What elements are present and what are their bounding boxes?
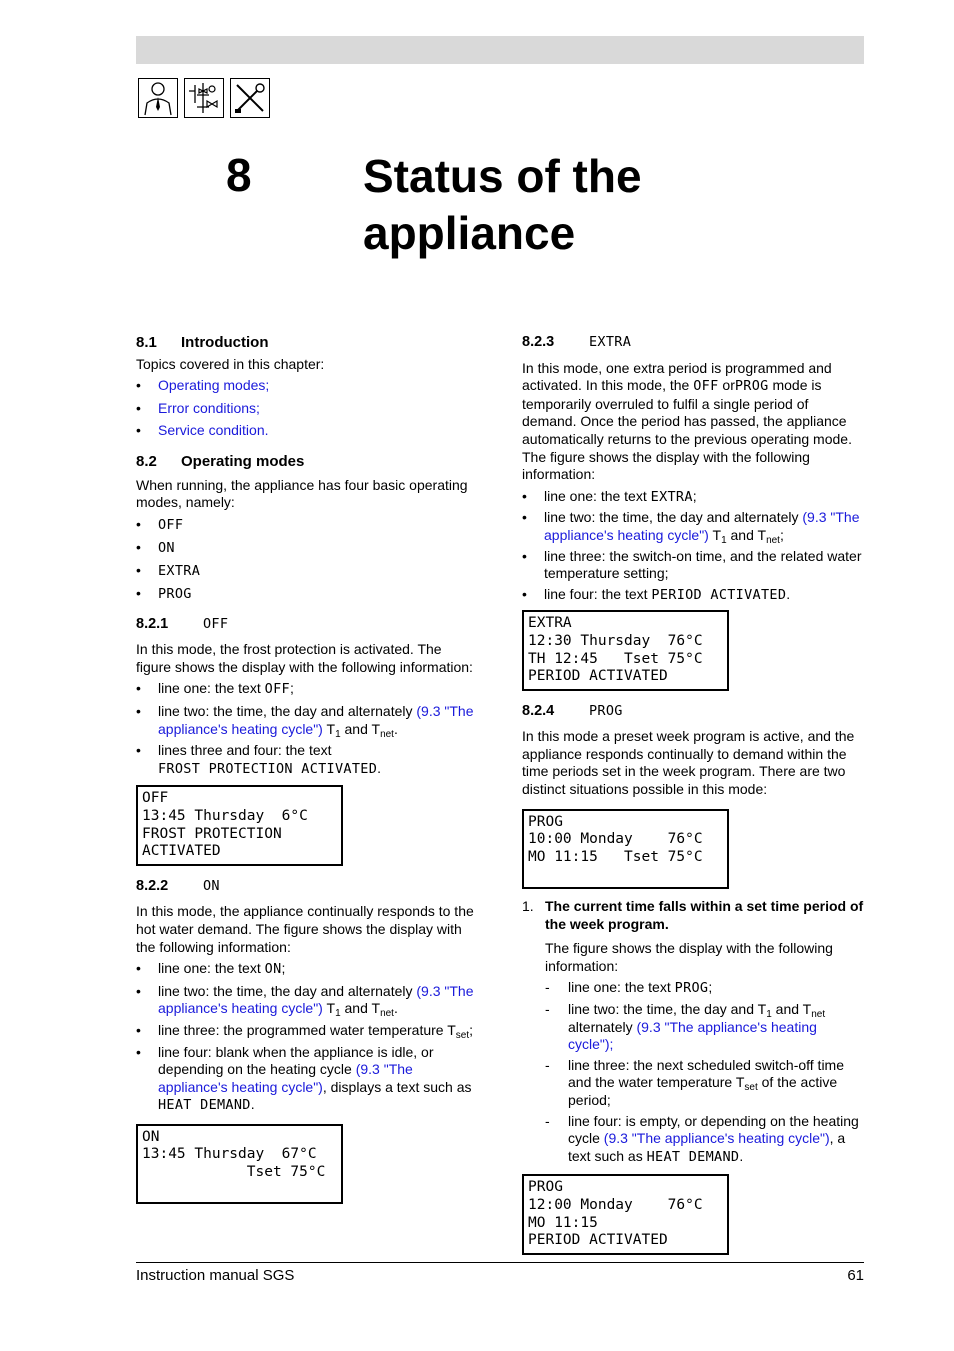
lcd-display-off: OFF 13:45 Thursday 6°C FROST PROTECTION ACTIVATED xyxy=(136,785,343,865)
list-item: • line four: blank when the appliance is idle, or depending on the heating cycle (9.3 "The appliance's heating cycle"), displays a text such as HEAT DEMAND. xyxy=(136,1044,478,1115)
list-item[interactable]: • Service condition. xyxy=(136,422,478,440)
cross-ref-link[interactable]: (9.3 "The appliance's heating cycle") xyxy=(158,982,474,1017)
subsection-intro: In this mode a preset week program is active, and the appliance responds continually to demand within the time periods set in the week program. There are two distinct situations possible in this mode: xyxy=(522,728,855,798)
info-list xyxy=(136,960,478,1115)
subsection-heading: 8.2.4 PROG xyxy=(522,702,623,719)
list-item: • OFF xyxy=(136,516,478,535)
list-item: • line four: the text PERIOD ACTIVATED. xyxy=(522,586,864,605)
info-list xyxy=(136,680,478,778)
lcd-display-extra: EXTRA 12:30 Thursday 76°C TH 12:45 Tset 75°C PERIOD ACTIVATED xyxy=(522,610,729,690)
section-intro: Topics covered in this chapter: xyxy=(136,355,325,372)
list-item: • line two: the time, the day and alternately (9.3 "The appliance's heating cycle") $T_1$ and $T_{net}$. xyxy=(136,703,478,738)
section-intro: When running, the appliance has four basic operating modes, namely: xyxy=(136,476,468,511)
subsection-intro: In this mode, the frost protection is activated. The figure shows the display with the following information: xyxy=(136,641,473,675)
user-icon xyxy=(138,78,178,118)
footer-title: Instruction manual SGS xyxy=(136,1267,295,1284)
section-heading: 8.1 Introduction xyxy=(136,334,269,351)
list-item: - line four: is empty, or depending on the heating cycle (9.3 "The appliance's heating cycle"), a text such as HEAT DEMAND. xyxy=(545,1113,864,1167)
list-item: • line one: the text OFF; xyxy=(136,680,478,699)
list-item: • ON xyxy=(136,539,478,558)
list-item: • lines three and four: the text FROST PROTECTION ACTIVATED. xyxy=(136,742,478,778)
list-item: - line three: the next scheduled switch-off time and the water temperature $T_{set}$ of the active period; xyxy=(545,1057,864,1110)
list-item: • line three: the programmed water temperature $T_{set}$; xyxy=(136,1022,478,1040)
list-item: • line two: the time, the day and alternately (9.3 "The appliance's heating cycle") $T_1$ and $T_{net}$. xyxy=(136,983,478,1018)
list-item: • EXTRA xyxy=(136,562,478,581)
cross-ref-link[interactable]: (9.3 "The appliance's heating cycle") xyxy=(568,1018,817,1053)
lcd-display-prog-1: PROG 10:00 Monday 76°C MO 11:15 Tset 75°C xyxy=(522,809,729,889)
numbered-item: 1. The current time falls within a set time period of the week program. xyxy=(522,898,864,932)
list-item: • line three: the switch-on time, and the related water temperature setting; xyxy=(522,548,864,583)
page-number: 61 xyxy=(847,1267,864,1284)
list-item: • line two: the time, the day and alternately (9.3 "The appliance's heating cycle") $T_1$ and $T_{net}$; xyxy=(522,509,864,544)
topic-link[interactable]: Service condition xyxy=(158,422,265,439)
cross-ref-link[interactable]: (9.3 "The appliance's heating cycle") xyxy=(603,1130,830,1147)
header-bar xyxy=(136,36,864,64)
info-list xyxy=(522,488,864,605)
cross-ref-link[interactable]: (9.3 "The appliance's heating cycle") xyxy=(544,509,860,543)
left-column xyxy=(136,334,478,1204)
topic-link[interactable]: Operating modes xyxy=(158,377,266,394)
audience-icons xyxy=(138,78,270,120)
list-item: • line one: the text ON; xyxy=(136,960,478,979)
cross-ref-link[interactable]: (9.3 "The appliance's heating cycle") xyxy=(158,1061,413,1095)
list-item: • line one: the text EXTRA; xyxy=(522,488,864,507)
numbered-item-body: The figure shows the display with the following information: - line one: the text PROG; - line two: the time, the day and $T_1$ and $T_{net}$ alternately (9.3 "The appliance's heating cycle"); - line three: the next scheduled switch-off time and the water temperature $T_{set}$ of the active period; - line four: is empty, or depending on the heating cycle (9.3 "The appliance's heating cycle"), a text such as HEAT DEMAND. xyxy=(522,933,864,1166)
dash-list xyxy=(545,979,864,1166)
lcd-display-prog-2: PROG 12:00 Monday 76°C MO 11:15 PERIOD ACTIVATED xyxy=(522,1174,729,1254)
chapter-number: 8 xyxy=(226,149,252,201)
list-item[interactable]: • Error conditions; xyxy=(136,400,478,418)
topic-list xyxy=(136,377,478,440)
tools-icon xyxy=(230,78,270,118)
list-item[interactable]: • Operating modes; xyxy=(136,377,478,395)
mode-list xyxy=(136,516,478,604)
list-item: • PROG xyxy=(136,585,478,604)
footer-rule xyxy=(136,1262,864,1263)
subsection-heading: 8.2.1 OFF xyxy=(136,615,229,632)
subsection-heading: 8.2.3 EXTRA xyxy=(522,334,632,350)
valve-icon xyxy=(184,78,224,118)
subsection-intro: In this mode, one extra period is programmed and activated. In this mode, the OFF orPROG mode is temporarily overruled to fulfil a single period of demand. Once the period has passed, the appliance automatically returns to the previous operating mode. The figure shows the display with the following information: xyxy=(522,359,852,483)
cross-ref-link[interactable]: (9.3 "The appliance's heating cycle") xyxy=(158,703,474,737)
right-column xyxy=(522,334,864,1255)
list-item: - line two: the time, the day and $T_1$ and $T_{net}$ alternately (9.3 "The appliance's heating cycle"); xyxy=(545,1001,864,1054)
lcd-display-on: ON 13:45 Thursday 67°C Tset 75°C xyxy=(136,1124,343,1204)
chapter-title: Status of the appliance xyxy=(363,150,642,259)
list-item: - line one: the text PROG; xyxy=(545,979,864,998)
subsection-heading: 8.2.2 ON xyxy=(136,877,220,894)
section-heading: 8.2 Operating modes xyxy=(136,452,305,470)
subsection-intro: In this mode, the appliance continually responds to the hot water demand. The figure shows the display with the following information: xyxy=(136,903,474,955)
topic-link[interactable]: Error conditions xyxy=(158,399,257,416)
